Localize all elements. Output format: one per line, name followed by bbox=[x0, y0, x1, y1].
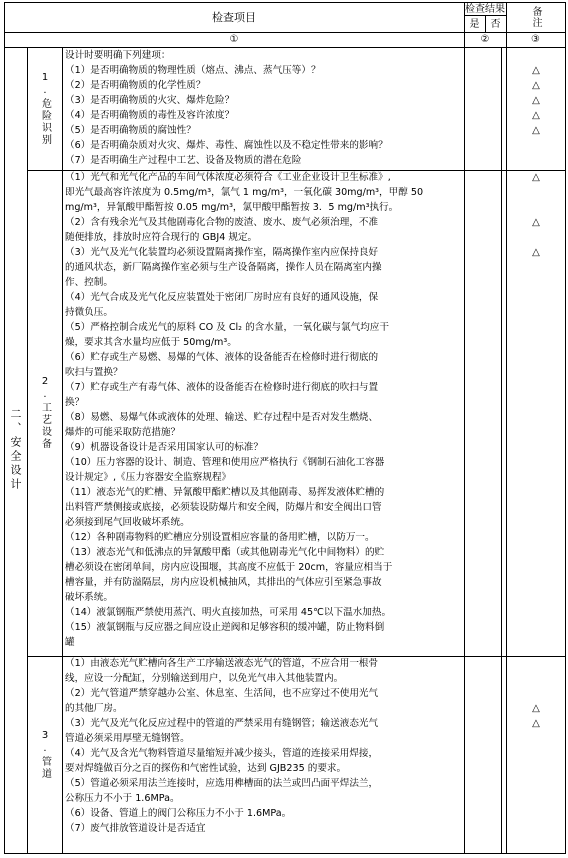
check-item-line: 槽容量，并有防溢隔层，房内应设机械抽风，其排出的气体应引至紧急事故 bbox=[65, 577, 382, 588]
check-item-line: 爆炸的可能采取防范措施？ bbox=[65, 427, 181, 438]
header-yes: 是 bbox=[469, 18, 480, 30]
check-item-line: （7）是否明确生产过程中工艺、设备及物质的潜在危险 bbox=[65, 155, 302, 166]
check-item-line: （15）液氯钢瓶与反应器之间应设止逆阀和足够容积的缓冲罐，防止物料倒 bbox=[65, 622, 385, 633]
check-item-line: 设计规定》,《压力容器安全监察规程》 bbox=[65, 472, 232, 483]
number-item: ① bbox=[229, 34, 239, 45]
inspection-table bbox=[4, 2, 566, 854]
check-item-line: 罐 bbox=[65, 637, 75, 648]
remark-triangle-mark: △ bbox=[532, 247, 540, 258]
remark-triangle-mark: △ bbox=[532, 217, 540, 228]
check-item-line: 燥，要求其含水量均应低于 50mg/m³。 bbox=[65, 337, 237, 348]
section-items-process bbox=[65, 170, 463, 656]
table-border-right bbox=[565, 2, 566, 854]
check-item-line: 必须接到尾气回收破坏系统。 bbox=[65, 517, 190, 528]
check-item-line: （2）是否明确物质的化学性质？ bbox=[65, 80, 206, 91]
yes-no-rule bbox=[501, 47, 502, 854]
item-rule bbox=[464, 2, 465, 854]
check-item-line: （8）易燃、易爆气体或液体的处理、输送、贮存过程中是否对发生燃烧、 bbox=[65, 412, 379, 423]
check-item-line: 换？ bbox=[65, 397, 85, 408]
check-item-line: （11）液态光气的贮槽、异氰酸甲酯贮槽以及其他剧毒、易挥发液体贮槽的 bbox=[65, 487, 385, 498]
check-item-line: （2）含有残余光气及其他剧毒化合物的废渣、废水、废气必须治理，不准 bbox=[65, 217, 379, 228]
check-item-line: （4）是否明确物质的毒性及容许浓度？ bbox=[65, 110, 235, 121]
result-rule bbox=[506, 2, 507, 854]
check-item-line: mg/m³，异氰酸甲酯暂按 0.05 mg/m³，氯甲酸甲酯暂按 3．5 mg/m³执行。 bbox=[65, 202, 399, 213]
check-item-line: （3）光气及光气化反应过程中的管道的严禁采用有缝钢管；输送液态光气 bbox=[65, 718, 379, 729]
header-no: 否 bbox=[490, 18, 501, 30]
header-item: 检查项目 bbox=[212, 10, 256, 24]
check-item-line: （7）废气排放管道设计是否适宜 bbox=[65, 823, 206, 834]
check-item-line: （6）贮存或生产易燃、易爆的气体、液体的设备能否在检修时进行彻底的 bbox=[65, 352, 379, 363]
remark-triangle-mark: △ bbox=[532, 80, 540, 91]
check-item-line: （10）压力容器的设计、制造、管理和使用应严格执行《钢制石油化工容器 bbox=[65, 457, 385, 468]
check-item-line: 出料管严禁侧接或底接，必须装设防爆片和安全阀，防爆片和安全阀出口管 bbox=[65, 502, 382, 513]
check-item-line: 设计时要明确下列建项： bbox=[65, 50, 171, 61]
remark-triangle-mark: △ bbox=[532, 95, 540, 106]
category-label: 二、安全设计 bbox=[9, 408, 22, 492]
check-item-line: （6）设备、管道上的阀门公称压力不小于 1.6MPa。 bbox=[65, 808, 292, 819]
section-label-process: 2.工艺设备 bbox=[39, 376, 51, 450]
section-items-hazard bbox=[65, 48, 463, 170]
check-item-line: （13）液态光气和低沸点的异氰酸甲酯（或其他剧毒光气化中间物料）的贮 bbox=[65, 547, 385, 558]
number-remarks: ③ bbox=[531, 34, 540, 45]
check-item-line: （4）光气合成及光气化反应装置处于密闭厂房时应有良好的通风设施，保 bbox=[65, 292, 379, 303]
check-item-line: （12）各种剧毒物料的贮槽应分别设置相应容量的备用贮槽，以防万一。 bbox=[65, 532, 375, 543]
check-item-line: （3）光气及光气化装置均必须设置隔离操作室，隔离操作室内应保持良好 bbox=[65, 247, 379, 258]
check-item-line: 作、控制。 bbox=[65, 277, 113, 288]
section-label-piping: 3.管道 bbox=[39, 729, 51, 780]
check-item-line: 吹扫与置换？ bbox=[65, 367, 123, 378]
check-item-line: （4）光气及含光气物料管道尽量缩短并减少接头，管道的连接采用焊接， bbox=[65, 748, 379, 759]
label-rule bbox=[62, 47, 63, 854]
check-item-line: （5）严格控制合成光气的原料 CO 及 Cl₂ 的含水量，一氧化碳与氯气均应干 bbox=[65, 322, 389, 333]
remark-triangle-mark: △ bbox=[532, 718, 540, 729]
check-item-line: （14）液氯钢瓶严禁使用蒸汽、明火直接加热，可采用 45℃以下温水加热。 bbox=[65, 607, 392, 618]
remark-triangle-mark: △ bbox=[532, 125, 540, 136]
check-item-line: 即光气最高容许浓度为 0.5mg/m³，氯气 1 mg/m³，一氧化碳 30mg/m³，甲醇 50 bbox=[65, 187, 424, 198]
check-item-line: 公称压力不小于 1.6MPa。 bbox=[65, 793, 180, 804]
number-result: ② bbox=[480, 34, 490, 45]
check-item-line: 要对焊缝做百分之百的探伤和气密性试验，达到 GJB235 的要求。 bbox=[65, 763, 347, 774]
check-item-line: 破坏系统。 bbox=[65, 592, 113, 603]
check-item-line: （5）是否明确物质的腐蚀性？ bbox=[65, 125, 196, 136]
check-item-line: （7）贮存或生产有毒气体、液体的设备能否在检修时进行彻底的吹扫与置 bbox=[65, 382, 379, 393]
check-item-line: 的通风状态，新厂隔离操作室必须与生产设备隔离，操作人员在隔离室内操 bbox=[65, 262, 382, 273]
check-item-line: 线，应设一分配缸，分别输送到用户，以免光气串入其他装置内。 bbox=[65, 673, 344, 684]
remark-triangle-mark: △ bbox=[532, 65, 540, 76]
check-item-line: （6）是否明确杂质对火灾、爆炸、毒性、腐蚀性以及不稳定性带来的影响？ bbox=[65, 140, 388, 151]
remark-triangle-mark: △ bbox=[532, 703, 540, 714]
section-items-piping bbox=[65, 656, 463, 853]
table-border-bottom bbox=[4, 853, 566, 854]
header-remarks: 备注 bbox=[530, 6, 541, 28]
check-item-line: 持微负压。 bbox=[65, 307, 113, 318]
header-result: 检查结果 bbox=[465, 3, 505, 15]
remark-triangle-mark: △ bbox=[532, 110, 540, 121]
check-item-line: （2）光气管道严禁穿越办公室、休息室、生活间，也不应穿过不使用光气 bbox=[65, 688, 379, 699]
check-item-line: （1）光气和光气化产品的车间气体浓度必须符合《工业企业设计卫生标准》, bbox=[65, 172, 391, 183]
section-label-hazard: 1.危险识别 bbox=[39, 71, 51, 146]
check-item-line: （1）由液态光气贮槽向各生产工序输送液态光气的管道，不应合用一根骨 bbox=[65, 658, 379, 669]
check-item-line: （5）管道必须采用法兰连接时，应选用榫槽面的法兰或凹凸面平焊法兰， bbox=[65, 778, 379, 789]
check-item-line: 的其他厂房。 bbox=[65, 703, 123, 714]
check-item-line: （3）是否明确物质的火灾、爆炸危险？ bbox=[65, 95, 235, 106]
check-item-line: 随便排放，排放时应符合现行的 GBJ4 规定。 bbox=[65, 232, 258, 243]
check-item-line: （9）机器设备设计是否采用国家认可的标准？ bbox=[65, 442, 263, 453]
remark-triangle-mark: △ bbox=[532, 172, 540, 183]
check-item-line: 管道必须采用厚壁无缝钢管。 bbox=[65, 733, 190, 744]
check-item-line: （1）是否明确物质的物理性质（熔点、沸点、蒸气压等）？ bbox=[65, 65, 321, 76]
check-item-line: 槽必须设在密闭单间，房内应设围堰，其高度不应低于 20cm，容量应相当于 bbox=[65, 562, 393, 573]
